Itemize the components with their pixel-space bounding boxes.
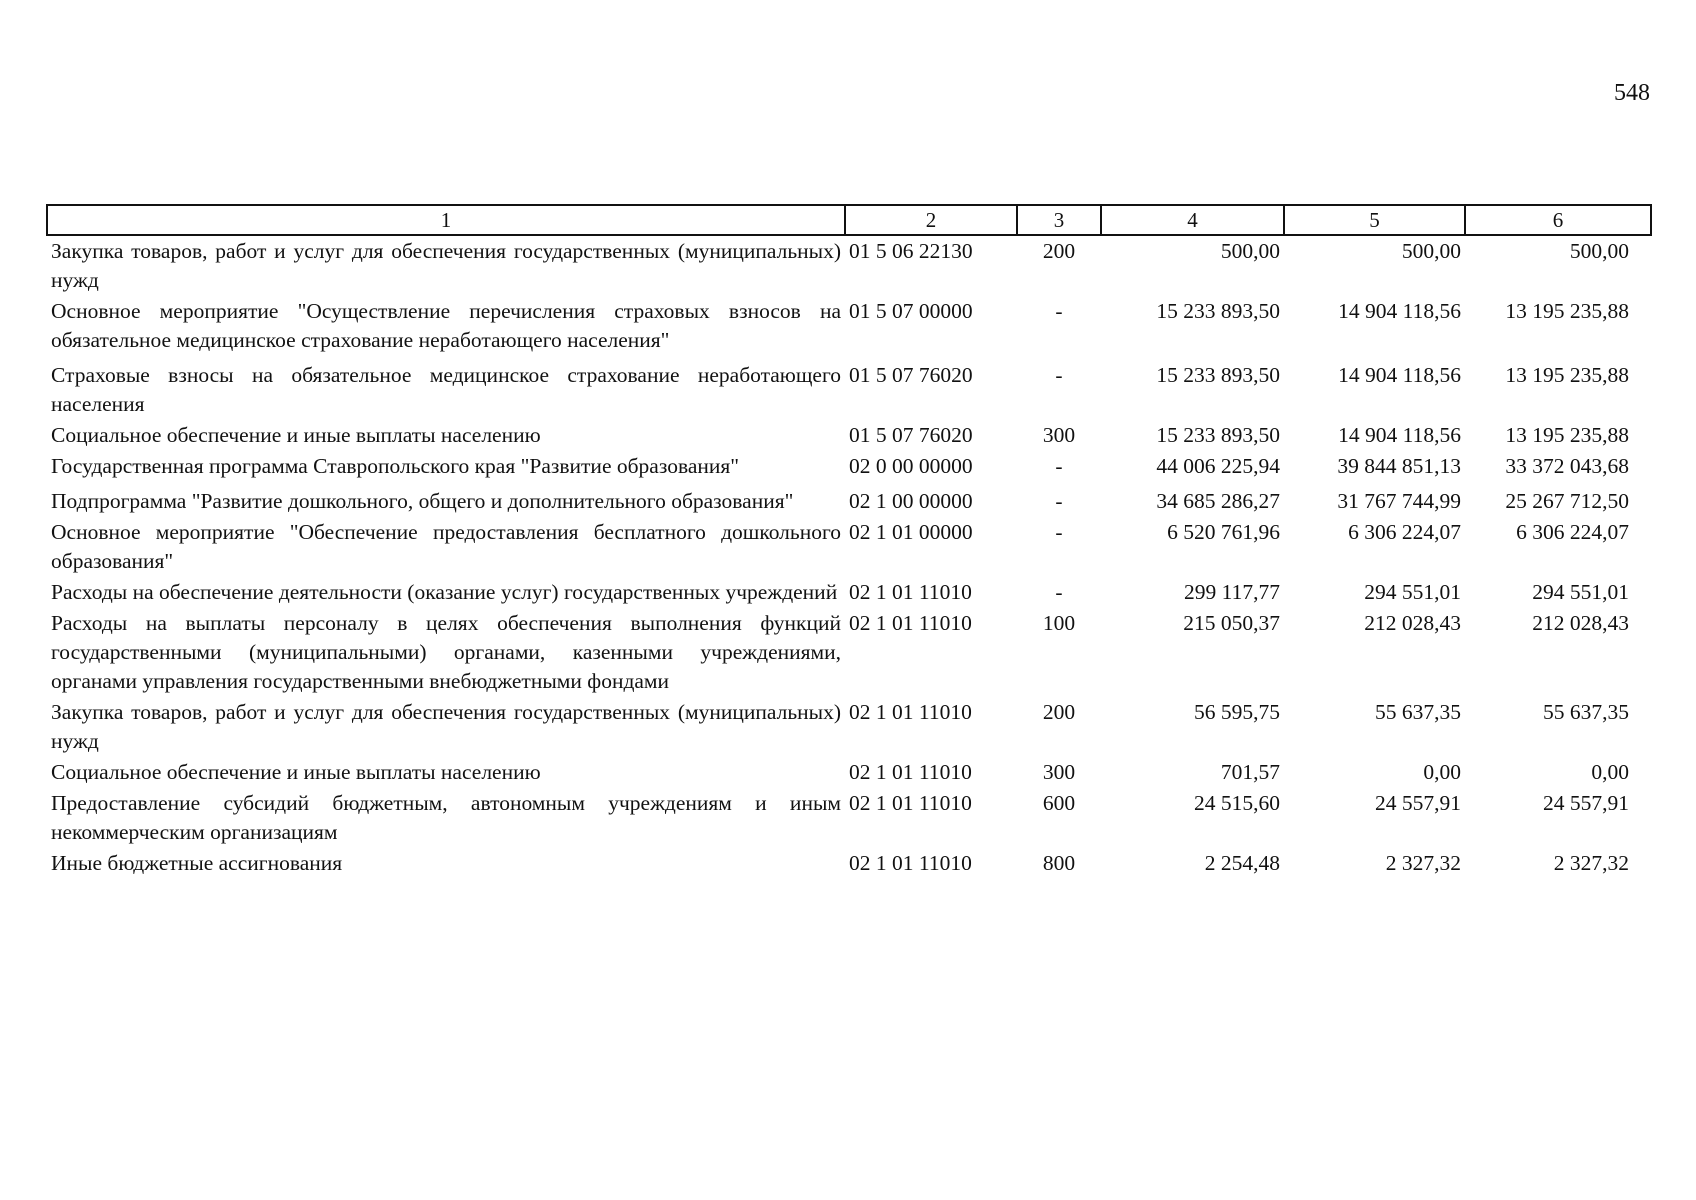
table-row: [47, 848, 1651, 879]
row-value-1: 299 117,77: [1184, 580, 1280, 604]
column-header-1: 1: [47, 205, 845, 235]
row-type: -: [1055, 489, 1063, 513]
row-value-1: 500,00: [1220, 239, 1280, 263]
row-type: 300: [1042, 760, 1076, 784]
table-row: [47, 296, 1651, 356]
row-code: 02 1 01 11010: [849, 851, 972, 875]
column-header-3: 3: [1017, 205, 1101, 235]
row-code: 02 1 00 00000: [849, 489, 973, 513]
row-name: Закупка товаров, работ и услуг для обеспечения государственных (муниципальных) нужд: [51, 700, 841, 753]
row-value-2: 6 306 224,07: [1348, 520, 1461, 544]
table-row: [47, 757, 1651, 788]
row-type: -: [1055, 363, 1063, 387]
row-value-3: 500,00: [1569, 239, 1629, 263]
column-header-2: 2: [845, 205, 1017, 235]
row-value-3: 13 195 235,88: [1505, 363, 1629, 387]
table-row: [47, 577, 1651, 608]
column-header-4: 4: [1101, 205, 1284, 235]
row-value-2: 500,00: [1401, 239, 1461, 263]
row-name: Иные бюджетные ассигнования: [51, 851, 343, 875]
row-value-1: 15 233 893,50: [1156, 423, 1280, 447]
table-row: [47, 356, 1651, 420]
column-header-5: 5: [1284, 205, 1465, 235]
row-value-2: 14 904 118,56: [1338, 363, 1461, 387]
row-value-1: 15 233 893,50: [1156, 299, 1280, 323]
row-value-2: 212 028,43: [1364, 611, 1461, 635]
row-name: Социальное обеспечение и иные выплаты населению: [51, 760, 541, 784]
row-type: 100: [1042, 611, 1076, 635]
row-value-1: 34 685 286,27: [1156, 489, 1280, 513]
row-type: 200: [1042, 239, 1076, 263]
row-value-2: 24 557,91: [1375, 791, 1461, 815]
row-code: 02 1 01 00000: [849, 520, 973, 544]
row-value-2: 14 904 118,56: [1338, 299, 1461, 323]
table-row: [47, 420, 1651, 451]
row-name: Закупка товаров, работ и услуг для обеспечения государственных (муниципальных) нужд: [51, 239, 841, 292]
row-value-1: 44 006 225,94: [1156, 454, 1280, 478]
row-code: 02 1 01 11010: [849, 760, 972, 784]
row-name: Основное мероприятие "Осуществление перечисления страховых взносов на обязательное медицинское страхование неработающего населения": [51, 299, 841, 352]
row-value-3: 212 028,43: [1532, 611, 1629, 635]
row-code: 02 0 00 00000: [849, 454, 973, 478]
row-code: 01 5 07 00000: [849, 299, 973, 323]
row-value-2: 0,00: [1423, 760, 1461, 784]
row-type: -: [1055, 454, 1063, 478]
row-code: 02 1 01 11010: [849, 580, 972, 604]
table-row: [47, 608, 1651, 697]
row-name: Предоставление субсидий бюджетным, автономным учреждениям и иным некоммерческим организациям: [51, 791, 841, 844]
row-name: Подпрограмма "Развитие дошкольного, общего и дополнительного образования": [51, 489, 794, 513]
row-type: -: [1055, 299, 1063, 323]
row-type: -: [1055, 580, 1063, 604]
row-value-3: 294 551,01: [1532, 580, 1629, 604]
row-value-2: 14 904 118,56: [1338, 423, 1461, 447]
row-code: 02 1 01 11010: [849, 791, 972, 815]
row-value-1: 56 595,75: [1194, 700, 1280, 724]
row-code: 02 1 01 11010: [849, 611, 972, 635]
row-value-1: 2 254,48: [1204, 851, 1280, 875]
header-row: [47, 205, 1651, 235]
row-name: Основное мероприятие "Обеспечение предоставления бесплатного дошкольного образования": [51, 520, 841, 573]
row-name: Страховые взносы на обязательное медицинское страхование неработающего населения: [51, 363, 841, 416]
row-code: 02 1 01 11010: [849, 700, 972, 724]
row-name: Государственная программа Ставропольского края "Развитие образования": [51, 454, 740, 478]
row-type: -: [1055, 520, 1063, 544]
row-type: 300: [1042, 423, 1076, 447]
row-type: 800: [1042, 851, 1076, 875]
budget-table: [46, 204, 1652, 879]
table-row: [47, 482, 1651, 517]
table-row: [47, 788, 1651, 848]
column-header-6: 6: [1465, 205, 1651, 235]
row-value-1: 24 515,60: [1194, 791, 1280, 815]
row-value-3: 25 267 712,50: [1505, 489, 1629, 513]
row-value-1: 6 520 761,96: [1167, 520, 1280, 544]
row-value-2: 39 844 851,13: [1337, 454, 1461, 478]
row-value-3: 6 306 224,07: [1516, 520, 1629, 544]
row-value-1: 15 233 893,50: [1156, 363, 1280, 387]
row-type: 600: [1042, 791, 1076, 815]
table-row: [47, 235, 1651, 296]
row-value-3: 24 557,91: [1543, 791, 1629, 815]
row-code: 01 5 07 76020: [849, 423, 973, 447]
row-code: 01 5 07 76020: [849, 363, 973, 387]
row-value-3: 13 195 235,88: [1505, 423, 1629, 447]
row-value-3: 2 327,32: [1553, 851, 1629, 875]
table-row: [47, 451, 1651, 482]
row-type: 200: [1042, 700, 1076, 724]
row-value-3: 33 372 043,68: [1505, 454, 1629, 478]
row-code: 01 5 06 22130: [849, 239, 973, 263]
row-value-1: 701,57: [1220, 760, 1280, 784]
table-row: [47, 517, 1651, 577]
row-value-3: 13 195 235,88: [1505, 299, 1629, 323]
row-value-3: 0,00: [1591, 760, 1629, 784]
row-value-2: 294 551,01: [1364, 580, 1461, 604]
row-value-2: 31 767 744,99: [1337, 489, 1461, 513]
row-value-2: 2 327,32: [1385, 851, 1461, 875]
row-value-2: 55 637,35: [1375, 700, 1461, 724]
page-number: 548: [1614, 80, 1650, 106]
row-value-1: 215 050,37: [1183, 611, 1280, 635]
row-name: Расходы на выплаты персоналу в целях обеспечения выполнения функций государственными (муниципальными) органами, казенными учреждениями, органами управления государственными внебюджетными фондами: [51, 611, 841, 693]
table-row: [47, 697, 1651, 757]
row-name: Социальное обеспечение и иные выплаты населению: [51, 423, 541, 447]
row-value-3: 55 637,35: [1543, 700, 1629, 724]
row-name: Расходы на обеспечение деятельности (оказание услуг) государственных учреждений: [51, 580, 838, 604]
